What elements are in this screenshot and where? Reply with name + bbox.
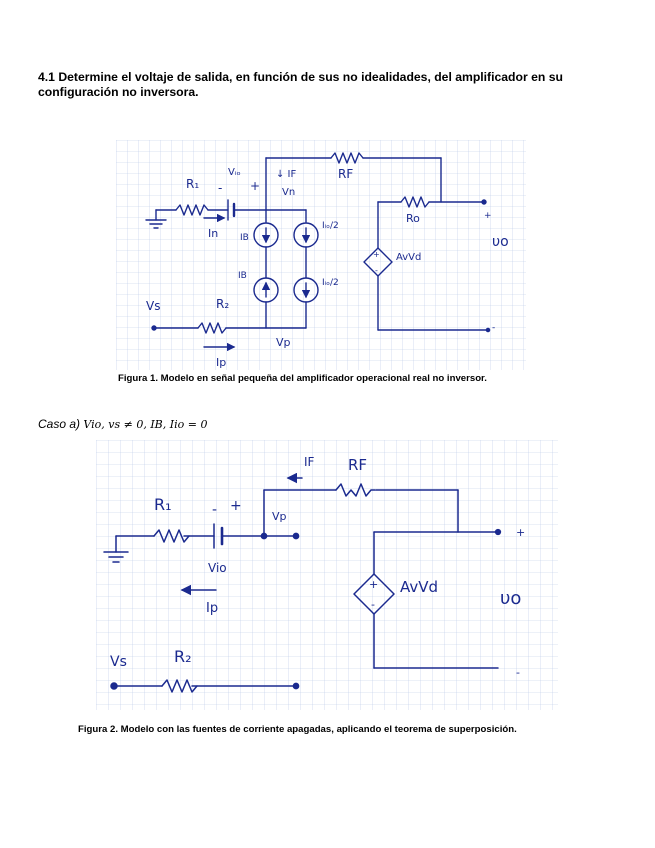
figure-1-caption: Figura 1. Modelo en señal pequeña del amplificador operacional real no inversor. [118, 373, 487, 384]
case-a-line [38, 417, 207, 431]
fig1-r1-label: R₁ [186, 177, 200, 191]
fig1-io2-bottom-label: Iᵢₒ/2 [322, 278, 339, 288]
fig2-if-label: IF [304, 455, 315, 469]
question-text: Determine el voltaje de salida, en función de sus no idealidades, del amplificador en su configuración no inversora. [38, 70, 563, 99]
fig2-r1-label: R₁ [154, 495, 172, 514]
fig2-out-plus: + [516, 526, 526, 539]
fig2-src-minus: - [371, 598, 375, 611]
fig2-src-plus: + [369, 578, 379, 591]
fig1-ip-label: Ip [216, 356, 227, 369]
question-heading [38, 70, 620, 100]
fig1-ib-lower-label: IB [238, 271, 247, 281]
node-vp-bottom [293, 683, 298, 688]
case-a-condition: Vio, vs ≠ 0, IB, Iio = 0 [83, 418, 208, 431]
fig1-plus-label: + [250, 179, 261, 193]
figure-2-circuit [96, 440, 558, 710]
fig2-vio-label: Vio [208, 561, 227, 575]
fig1-src-plus: + [373, 250, 380, 259]
fig2-vo-label: υo [500, 588, 522, 609]
output-minus-terminal [486, 328, 489, 331]
figure-1-circuit [116, 140, 526, 370]
fig1-vn-label: Vn [282, 187, 296, 198]
figure-2-caption: Figura 2. Modelo con las fuentes de corriente apagadas, aplicando el teorema de superposición. [78, 724, 517, 735]
fig1-io2-top-label: Iᵢₒ/2 [322, 221, 339, 231]
fig1-r2-label: R₂ [216, 297, 230, 311]
fig1-ro-label: Ro [406, 212, 420, 225]
fig1-ib-upper-label: IB [240, 233, 249, 243]
fig1-vp-label: Vp [276, 336, 291, 349]
fig2-ip-label: Ip [206, 601, 219, 616]
figure-2-grid [96, 440, 558, 710]
fig1-vio-label: Vᵢₒ [228, 167, 241, 178]
fig2-plus-label: + [230, 498, 242, 514]
output-plus-terminal-2 [496, 530, 501, 535]
fig1-vs-label: Vs [146, 299, 161, 313]
output-plus-terminal [482, 200, 486, 204]
fig2-avvd-label: AvVd [400, 578, 439, 596]
fig2-vp-label: Vp [272, 510, 287, 523]
fig2-r2-label: R₂ [174, 647, 192, 666]
fig1-out-minus: - [492, 323, 496, 333]
vs-terminal [152, 326, 156, 330]
fig1-vo-label: υo [492, 234, 509, 250]
fig1-avvd-label: AvVd [396, 252, 422, 263]
fig1-rf-label: RF [338, 167, 354, 181]
node-vp-end [293, 533, 298, 538]
fig2-rf-label: RF [348, 456, 368, 474]
fig1-in-label: In [208, 227, 219, 240]
fig1-out-plus: + [484, 211, 492, 221]
figure-1-grid [116, 140, 526, 370]
case-a-label: Caso a) [38, 417, 81, 431]
fig1-src-minus: - [375, 266, 378, 275]
fig2-vs-label: Vs [110, 654, 127, 670]
fig2-out-minus: - [516, 666, 520, 679]
question-number: 4.1 [38, 70, 55, 84]
fig1-if-label: ↓ IF [276, 169, 297, 180]
fig2-minus-label: - [212, 502, 218, 518]
fig1-minus-label: - [218, 181, 223, 195]
